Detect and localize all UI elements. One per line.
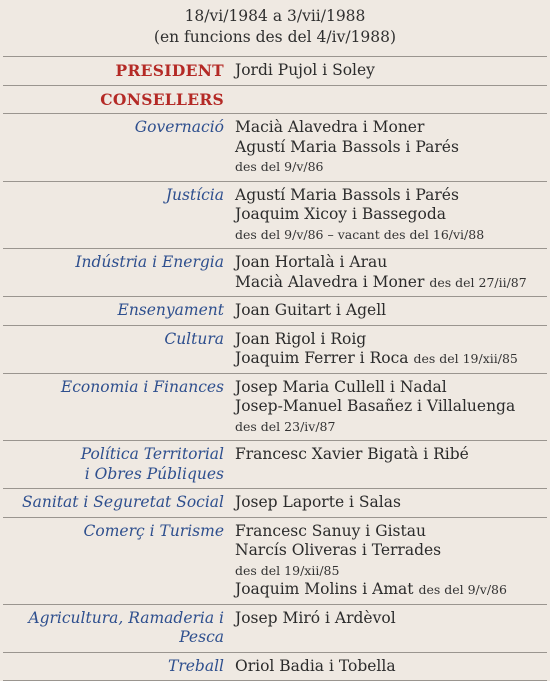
department-name-line: Política Territorial <box>3 445 224 465</box>
member-entry <box>235 522 547 542</box>
member-entry <box>235 657 547 677</box>
member-entry <box>235 541 547 561</box>
department-members <box>235 609 547 629</box>
department-name-line: Governació <box>3 118 224 138</box>
member-name: Josep Maria Cullell i Nadal <box>235 378 447 396</box>
department-members <box>235 186 547 245</box>
department-members <box>235 330 547 369</box>
member-name: Macià Alavedra i Moner <box>235 273 424 291</box>
department-row <box>3 326 547 374</box>
department-name <box>3 609 235 648</box>
member-name: Joan Hortalà i Arau <box>235 253 387 271</box>
department-row <box>3 441 547 489</box>
department-name <box>3 118 235 138</box>
department-list <box>0 114 550 681</box>
department-name-line: Cultura <box>3 330 224 350</box>
member-entry <box>235 378 547 398</box>
member-entry <box>235 493 547 513</box>
term-header <box>0 6 550 48</box>
member-entry <box>235 118 547 138</box>
department-members <box>235 493 547 513</box>
department-members <box>235 522 547 600</box>
member-entry <box>235 609 547 629</box>
department-row <box>3 605 547 653</box>
department-name-line: Indústria i Energia <box>3 253 224 273</box>
president-row <box>3 56 547 86</box>
member-name: Joan Guitart i Agell <box>235 301 386 319</box>
member-entry <box>235 330 547 350</box>
department-name-line: Comerç i Turisme <box>3 522 224 542</box>
member-since: des del 9/v/86 <box>235 159 324 174</box>
department-name-line: Ensenyament <box>3 301 224 321</box>
department-name <box>3 186 235 206</box>
member-name: Agustí Maria Bassols i Parés <box>235 138 459 156</box>
member-since-line <box>235 157 547 177</box>
department-name-line: i Obres Públiques <box>3 465 224 485</box>
member-entry <box>235 349 547 369</box>
member-entry <box>235 397 547 417</box>
department-name <box>3 493 235 513</box>
member-name: Joaquim Molins i Amat <box>235 580 414 598</box>
member-since: des del 19/xii/85 <box>413 351 517 366</box>
term-dates: 18/vi/1984 a 3/vii/1988 <box>0 6 550 27</box>
member-since-line <box>235 417 547 437</box>
member-entry <box>235 273 547 293</box>
member-name: Joaquim Xicoy i Bassegoda <box>235 205 446 223</box>
member-entry <box>235 138 547 158</box>
member-entry <box>235 205 547 225</box>
member-name: Oriol Badia i Tobella <box>235 657 396 675</box>
member-entry <box>235 253 547 273</box>
member-since: des del 9/v/86 <box>418 582 507 597</box>
member-entry <box>235 186 547 206</box>
department-members <box>235 378 547 437</box>
department-name <box>3 522 235 542</box>
member-name: Narcís Oliveras i Terrades <box>235 541 441 559</box>
member-name: Francesc Sanuy i Gistau <box>235 522 426 540</box>
department-name-line: Treball <box>3 657 224 677</box>
department-name <box>3 445 235 484</box>
president-label: PRESIDENT <box>3 61 235 81</box>
member-name: Macià Alavedra i Moner <box>235 118 424 136</box>
department-row <box>3 114 547 182</box>
department-name <box>3 301 235 321</box>
member-name: Francesc Xavier Bigatà i Ribé <box>235 445 469 463</box>
term-acting-note: (en funcions des del 4/iv/1988) <box>0 27 550 48</box>
department-row <box>3 297 547 326</box>
member-entry <box>235 580 547 600</box>
consellers-label: CONSELLERS <box>3 90 235 110</box>
department-name-line: Agricultura, Ramaderia i Pesca <box>3 609 224 648</box>
department-members <box>235 657 547 677</box>
member-name: Agustí Maria Bassols i Parés <box>235 186 459 204</box>
member-since-line <box>235 561 547 581</box>
department-name <box>3 657 235 677</box>
department-row <box>3 489 547 518</box>
consellers-row <box>3 86 547 115</box>
department-row <box>3 249 547 297</box>
department-name <box>3 378 235 398</box>
member-entry <box>235 445 547 465</box>
member-name: Joaquim Ferrer i Roca <box>235 349 409 367</box>
department-members <box>235 445 547 465</box>
department-name-line: Economia i Finances <box>3 378 224 398</box>
department-members <box>235 253 547 292</box>
department-row <box>3 182 547 250</box>
member-since: des del 19/xii/85 <box>235 563 339 578</box>
department-members <box>235 301 547 321</box>
member-since: des del 23/iv/87 <box>235 419 335 434</box>
member-since: des del 27/ii/87 <box>429 275 526 290</box>
department-name <box>3 330 235 350</box>
member-name: Josep Laporte i Salas <box>235 493 401 511</box>
member-since: des del 9/v/86 – vacant des del 16/vi/88 <box>235 227 484 242</box>
department-members <box>235 118 547 177</box>
member-entry <box>235 301 547 321</box>
department-name <box>3 253 235 273</box>
president-name: Jordi Pujol i Soley <box>235 61 547 81</box>
department-name-line: Sanitat i Seguretat Social <box>3 493 224 513</box>
member-since-line <box>235 225 547 245</box>
member-name: Joan Rigol i Roig <box>235 330 366 348</box>
member-name: Josep Miró i Ardèvol <box>235 609 396 627</box>
department-name-line: Justícia <box>3 186 224 206</box>
department-row <box>3 518 547 605</box>
department-row <box>3 653 547 681</box>
department-row <box>3 374 547 442</box>
member-name: Josep-Manuel Basañez i Villaluenga <box>235 397 515 415</box>
